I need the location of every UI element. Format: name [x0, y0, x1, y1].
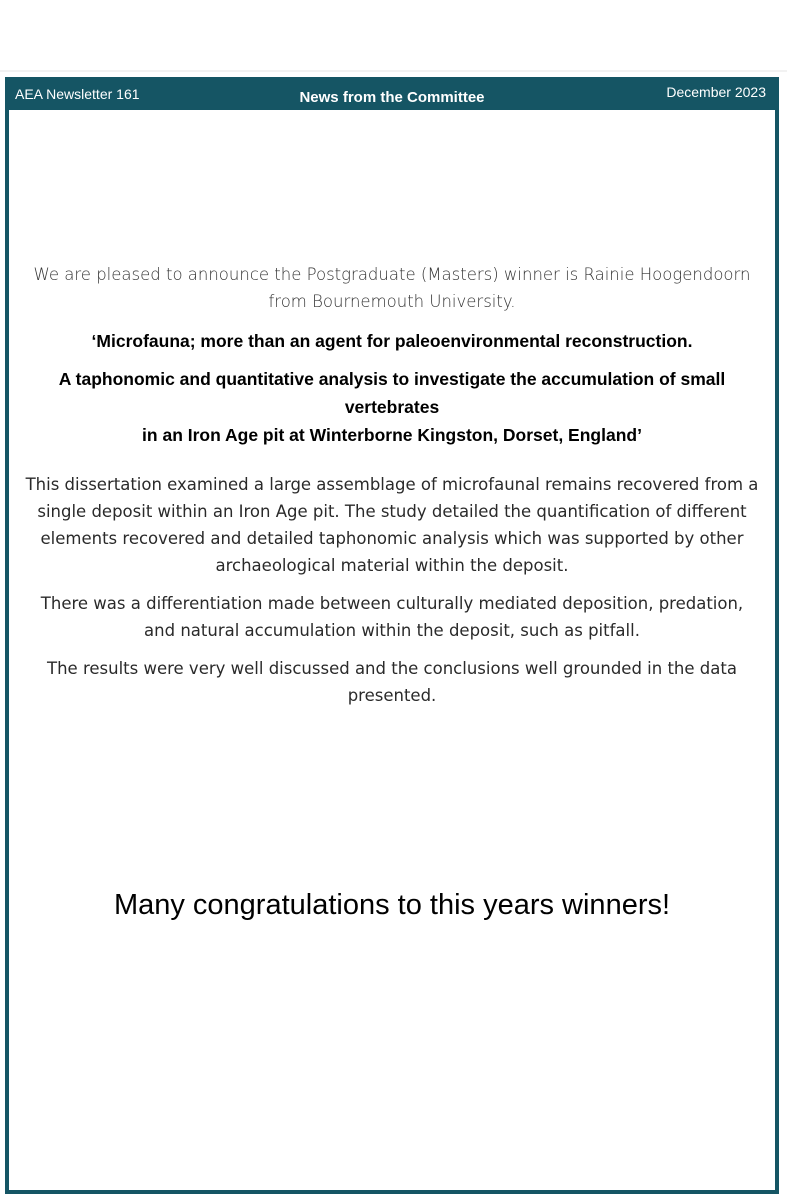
section-title: News from the Committee: [299, 89, 485, 106]
newsletter-header: [9, 81, 775, 110]
announcement-line-2: from Bournemouth University.: [268, 292, 516, 311]
winner-announcement: [9, 261, 775, 315]
top-divider: [0, 70, 787, 72]
congratulations-message: Many congratulations to this years winners!: [113, 889, 671, 921]
top-blank-strip: [0, 0, 787, 72]
summary-paragraph-2: There was a differentiation made between culturally mediated deposition, predation, and natural accumulation within the deposit, such as pitfall.: [40, 594, 744, 640]
summary-paragraph-3: The results were very well discussed and the conclusions well grounded in the data presented.: [47, 659, 737, 705]
newsletter-page: [5, 77, 779, 1194]
dissertation-title-line-3: in an Iron Age pit at Winterborne Kingston, Dorset, England’: [142, 425, 642, 445]
dissertation-title-line-2: A taphonomic and quantitative analysis to investigate the accumulation of small vertebrates: [58, 369, 726, 417]
dissertation-title-part-2: [9, 365, 775, 449]
issue-date: December 2023: [666, 84, 766, 100]
announcement-line-1: We are pleased to announce the Postgraduate (Masters) winner is Rainie Hoogendoorn: [33, 265, 751, 284]
dissertation-title-part-1: ‘Microfauna; more than an agent for paleoenvironmental reconstruction.: [91, 331, 693, 351]
summary-paragraph-1: This dissertation examined a large assemblage of microfaunal remains recovered from a single deposit within an Iron Age pit. The study detailed the quantification of different elements recovered and detailed taphonomic analysis which was supported by other archaeological material within the deposit.: [25, 475, 759, 575]
dissertation-summary: [9, 471, 775, 720]
newsletter-issue: AEA Newsletter 161: [15, 86, 140, 102]
